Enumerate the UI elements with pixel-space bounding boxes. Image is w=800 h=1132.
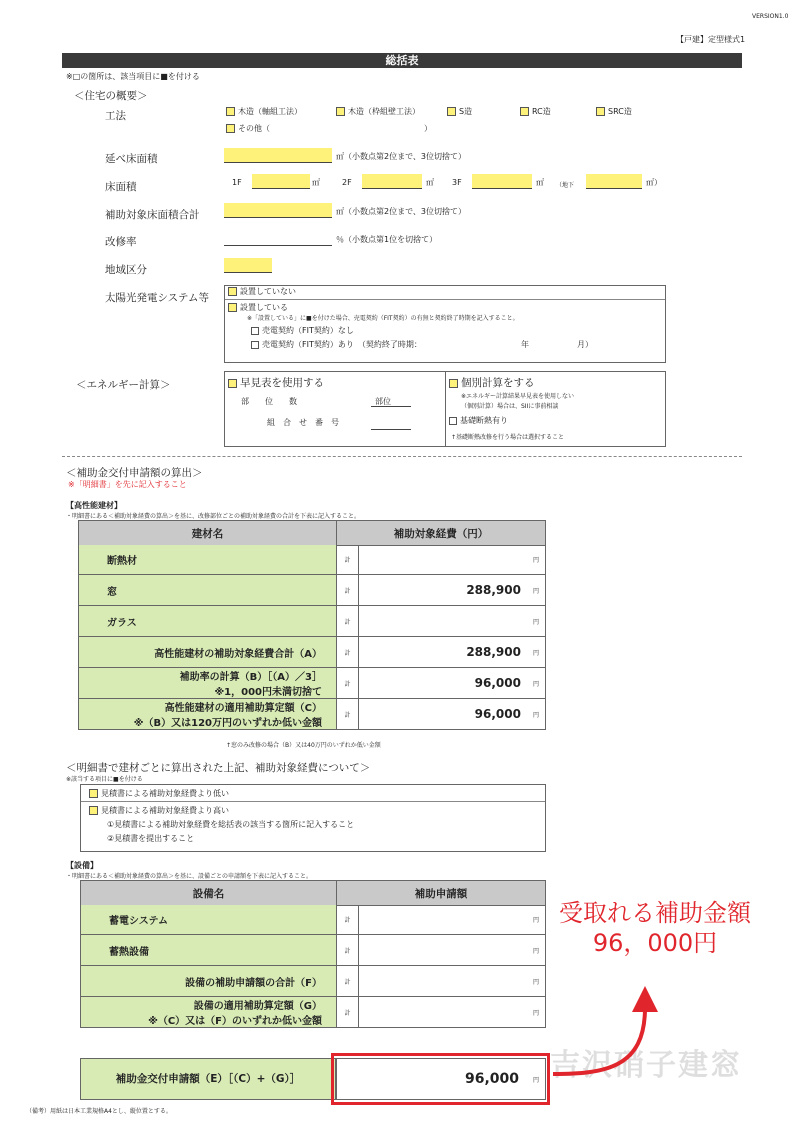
combo-label: 組 合 せ 番 号 <box>267 418 339 427</box>
detail-box <box>80 784 546 852</box>
subsidy-floor-note: ㎡（小数点第2位まで、3位切捨て） <box>336 207 467 216</box>
hp-row-name <box>79 606 337 636</box>
hp-row-name <box>79 575 337 605</box>
section-divider <box>62 456 742 457</box>
total-value: 96,000 <box>464 1071 519 1087</box>
annotation-line-2: 96，000円 <box>592 929 718 957</box>
hp-value-cell[interactable] <box>359 668 545 698</box>
checkbox-icon[interactable] <box>251 327 259 335</box>
form-code: 【戸建】定型様式1 <box>676 35 746 44</box>
kei-label: 計 <box>337 545 359 574</box>
kei-label: 計 <box>337 668 359 698</box>
detail-heading: ＜明細書で建材ごとに算出された上記、補助対象経費について＞ <box>66 762 371 774</box>
hp-row <box>78 668 546 699</box>
quick-table-option[interactable]: 早見表を使用する <box>228 375 324 390</box>
hp-row-name <box>79 545 337 574</box>
highlight-box <box>331 1053 550 1105</box>
eq-value-cell[interactable] <box>359 997 545 1027</box>
renovation-note: ％（小数点第1位を切捨て） <box>336 235 438 244</box>
row-label: ガラス <box>107 617 137 629</box>
eq-row <box>80 935 546 966</box>
fit-year-label: 年 <box>521 340 529 349</box>
kei-label: 計 <box>337 997 359 1027</box>
calc-heading: ＜補助金交付申請額の算出＞ <box>66 467 203 479</box>
solar-box <box>224 285 666 363</box>
region-input[interactable] <box>224 258 272 273</box>
row-sublabel: ※（B）又は120万円のいずれか低い金額 <box>133 718 322 729</box>
basement-label: （地下 <box>556 182 575 189</box>
detail-option-higher[interactable]: 見積書による補助対象経費より高い <box>81 802 545 819</box>
row-label: 設備の補助申請額の合計（F） <box>185 977 322 989</box>
housing-heading: ＜住宅の概要＞ <box>74 90 148 102</box>
checkbox-icon[interactable] <box>449 417 457 425</box>
method-wood-frame[interactable]: 木造（軸組工法） <box>226 106 302 117</box>
eq-rows <box>80 905 546 1028</box>
yen-unit: 円 <box>532 649 539 657</box>
hp-row-name <box>79 637 337 667</box>
yen-unit: 円 <box>532 1009 539 1017</box>
checkbox-icon[interactable] <box>596 107 605 116</box>
total-floor-input[interactable] <box>224 148 332 163</box>
sqm-unit: ㎡ <box>426 178 434 187</box>
hp-row <box>78 606 546 637</box>
page-title: 総括表 <box>62 53 742 68</box>
basement-input[interactable] <box>586 174 642 189</box>
watermark: 吉沢硝子建窓 <box>550 1048 742 1083</box>
hp-footnote: ↑窓のみ改修の場合（B）又は40万円のいずれか低い金額 <box>226 742 381 749</box>
total-floor-note: ㎡（小数点第2位まで、3位切捨て） <box>336 152 467 161</box>
checkbox-icon[interactable] <box>228 303 237 312</box>
energy-heading: ＜エネルギー計算＞ <box>76 379 171 391</box>
version-label: VERSION1.0 <box>752 13 789 20</box>
subsidy-floor-input[interactable] <box>224 203 332 218</box>
detail-sub-1: ①見積書による補助対象経費を総括表の該当する箇所に記入すること <box>107 820 355 829</box>
yen-unit: 円 <box>532 947 539 955</box>
method-src[interactable]: SRC造 <box>596 106 632 117</box>
eq-row <box>80 997 546 1028</box>
checkbox-icon[interactable] <box>520 107 529 116</box>
row-label: 補助率の計算（B）［（A）／3］ <box>179 672 322 683</box>
kei-label: 計 <box>337 966 359 996</box>
renovation-label: 改修率 <box>105 236 137 248</box>
row-label: 高性能建材の補助対象経費合計（A） <box>154 648 322 660</box>
row-value: 288,900 <box>466 645 521 659</box>
eq-row-name <box>81 997 337 1027</box>
method-steel[interactable]: S造 <box>447 106 472 117</box>
kei-label: 計 <box>337 905 359 934</box>
checkbox-icon[interactable] <box>228 287 237 296</box>
yen-unit: 円 <box>532 978 539 986</box>
sqm-unit: ㎡ <box>312 178 320 187</box>
yen-unit: 円 <box>532 711 539 719</box>
eq-col-amount: 補助申請額 <box>337 881 546 906</box>
hp-value-cell[interactable] <box>359 606 545 636</box>
hp-row <box>78 699 546 730</box>
row-label: 蓄電システム <box>109 916 168 927</box>
fit-yes-option[interactable]: 売電契約（FIT契約）あり （契約終了時期： 年 月） <box>225 336 665 350</box>
eq-row-name <box>81 905 337 934</box>
yen-unit: 円 <box>532 618 539 626</box>
row-label: 高性能建材の適用補助算定額（C） <box>164 703 322 714</box>
row-label: 設備の適用補助算定額（G） <box>193 1001 322 1012</box>
solar-installed-option[interactable]: 設置している <box>225 300 665 313</box>
row-sublabel: ※（C）又は（F）のいずれか低い金額 <box>148 1016 322 1027</box>
kei-label: 計 <box>337 935 359 965</box>
region-label: 地域区分 <box>105 264 147 276</box>
hp-value-cell[interactable] <box>359 699 545 729</box>
footer-note: （備考）用紙は日本工業規格A4とし、縦位置とする。 <box>26 1108 172 1115</box>
kei-label: 計 <box>337 699 359 729</box>
hp-row <box>78 575 546 606</box>
hp-col-material: 建材名 <box>79 521 337 546</box>
row-sublabel: ※1，000円未満切捨て <box>214 687 322 698</box>
total-yen: 円 <box>532 1077 539 1084</box>
renovation-input[interactable] <box>224 232 332 246</box>
total-floor-label: 延べ床面積 <box>105 153 158 165</box>
solar-label: 太陽光発電システム等 <box>105 292 209 304</box>
checkbox-icon[interactable] <box>226 124 235 133</box>
foundation-option[interactable]: 基礎断熱有り <box>449 415 508 426</box>
hp-col-cost: 補助対象経費（円） <box>337 521 546 546</box>
eq-row-name <box>81 935 337 965</box>
eq-value-cell[interactable] <box>359 905 545 934</box>
individual-note-1: ※エネルギー計算結果早見表を使用しない <box>461 393 575 400</box>
yen-unit: 円 <box>532 680 539 688</box>
combo-input[interactable] <box>371 417 411 430</box>
hp-row <box>78 545 546 575</box>
row-label: 蓄熱設備 <box>109 946 149 958</box>
eq-col-name: 設備名 <box>81 881 337 906</box>
annotation-line-1: 受取れる補助金額 <box>559 899 751 927</box>
yen-unit: 円 <box>532 587 539 595</box>
hp-rows <box>78 545 546 730</box>
floor-2f-input[interactable] <box>362 174 422 189</box>
hp-row-name <box>79 668 337 698</box>
check-note: ※□の箇所は、該当項目に■を付ける <box>66 72 200 81</box>
hp-table <box>78 520 546 546</box>
hp-row-name <box>79 699 337 729</box>
detail-option-lower[interactable]: 見積書による補助対象経費より低い <box>81 785 545 802</box>
hp-heading: 【高性能建材】 <box>66 501 122 510</box>
yen-unit: 円 <box>532 917 539 924</box>
sqm-unit: ㎡ <box>536 178 544 187</box>
eq-row <box>80 966 546 997</box>
detail-note: ※該当する項目に■を付ける <box>66 776 143 783</box>
eq-row <box>80 905 546 935</box>
detail-sub-2: ②見積書を提出すること <box>107 834 195 843</box>
hp-row <box>78 637 546 668</box>
total-label: 補助金交付申請額（E）［（C）+（G）］ <box>80 1058 336 1100</box>
energy-box <box>224 371 666 447</box>
row-value: 96,000 <box>474 707 521 721</box>
floor-3f-input[interactable] <box>472 174 532 189</box>
row-value: 288,900 <box>466 583 521 597</box>
method-label: 工法 <box>105 110 126 122</box>
method-rc[interactable]: RC造 <box>520 106 551 117</box>
hp-value-cell[interactable] <box>359 575 545 605</box>
floor-1f-label: 1F <box>232 178 242 187</box>
floor-3f-label: 3F <box>452 178 462 187</box>
kei-label: 計 <box>337 606 359 636</box>
row-value: 96,000 <box>474 676 521 690</box>
eq-row-name <box>81 966 337 996</box>
checkbox-icon[interactable] <box>251 341 259 349</box>
row-label: 窓 <box>107 586 117 598</box>
method-wood-2x4[interactable]: 木造（枠組壁工法） <box>336 106 420 117</box>
hp-note: ・明細書にある＜補助対象経費の算出＞を基に、改修部位ごとの補助対象経費の合計を下表に記入すること。 <box>66 513 361 520</box>
checkbox-icon[interactable] <box>89 806 98 815</box>
parts-unit: 部位 <box>375 397 391 406</box>
kei-label: 計 <box>337 637 359 667</box>
eq-note: ・明細書にある＜補助対象経費の算出＞を基に、設備ごとの申請額を下表に記入すること。 <box>66 873 313 880</box>
calc-red-note: ※「明細書」を先に記入すること <box>68 480 187 489</box>
checkbox-icon[interactable] <box>447 107 456 116</box>
foundation-note: ↑基礎断熱改修を行う場合は選択すること <box>451 434 565 441</box>
solar-none-option[interactable]: 設置していない <box>225 286 665 300</box>
fit-month-label: 月） <box>577 340 593 349</box>
hp-value-cell[interactable] <box>359 545 545 574</box>
basement-close: ㎡） <box>646 178 662 187</box>
floor-label: 床面積 <box>105 181 137 193</box>
eq-table <box>80 880 546 906</box>
kei-label: 計 <box>337 575 359 605</box>
subsidy-floor-label: 補助対象床面積合計 <box>105 209 200 221</box>
checkbox-icon[interactable] <box>449 379 458 388</box>
divider <box>445 372 446 446</box>
eq-value-cell[interactable] <box>359 966 545 996</box>
solar-note: ※「設置している」に■を付けた場合、売電契約（FIT契約）の有無と契約終了時期を記入すること。 <box>247 315 519 322</box>
row-label: 断熱材 <box>107 556 137 567</box>
checkbox-icon[interactable] <box>89 789 98 798</box>
eq-heading: 【設備】 <box>66 861 98 870</box>
method-other-close: ） <box>424 124 432 133</box>
checkbox-icon[interactable] <box>228 379 237 388</box>
individual-note-2: （個別計算）場合は、SIIに事前相談 <box>461 403 559 410</box>
floor-2f-label: 2F <box>342 178 352 187</box>
annotation-arrow-icon <box>545 978 665 1084</box>
fit-none-option[interactable]: 売電契約（FIT契約）なし <box>225 322 665 336</box>
yen-unit: 円 <box>532 557 539 564</box>
checkbox-icon[interactable] <box>336 107 345 116</box>
hp-value-cell[interactable] <box>359 637 545 667</box>
parts-label: 部 位 数 <box>241 397 297 406</box>
eq-value-cell[interactable] <box>359 935 545 965</box>
checkbox-icon[interactable] <box>226 107 235 116</box>
method-other[interactable]: その他（ <box>226 123 270 134</box>
floor-1f-input[interactable] <box>252 174 310 189</box>
individual-option[interactable]: 個別計算をする <box>449 375 535 390</box>
